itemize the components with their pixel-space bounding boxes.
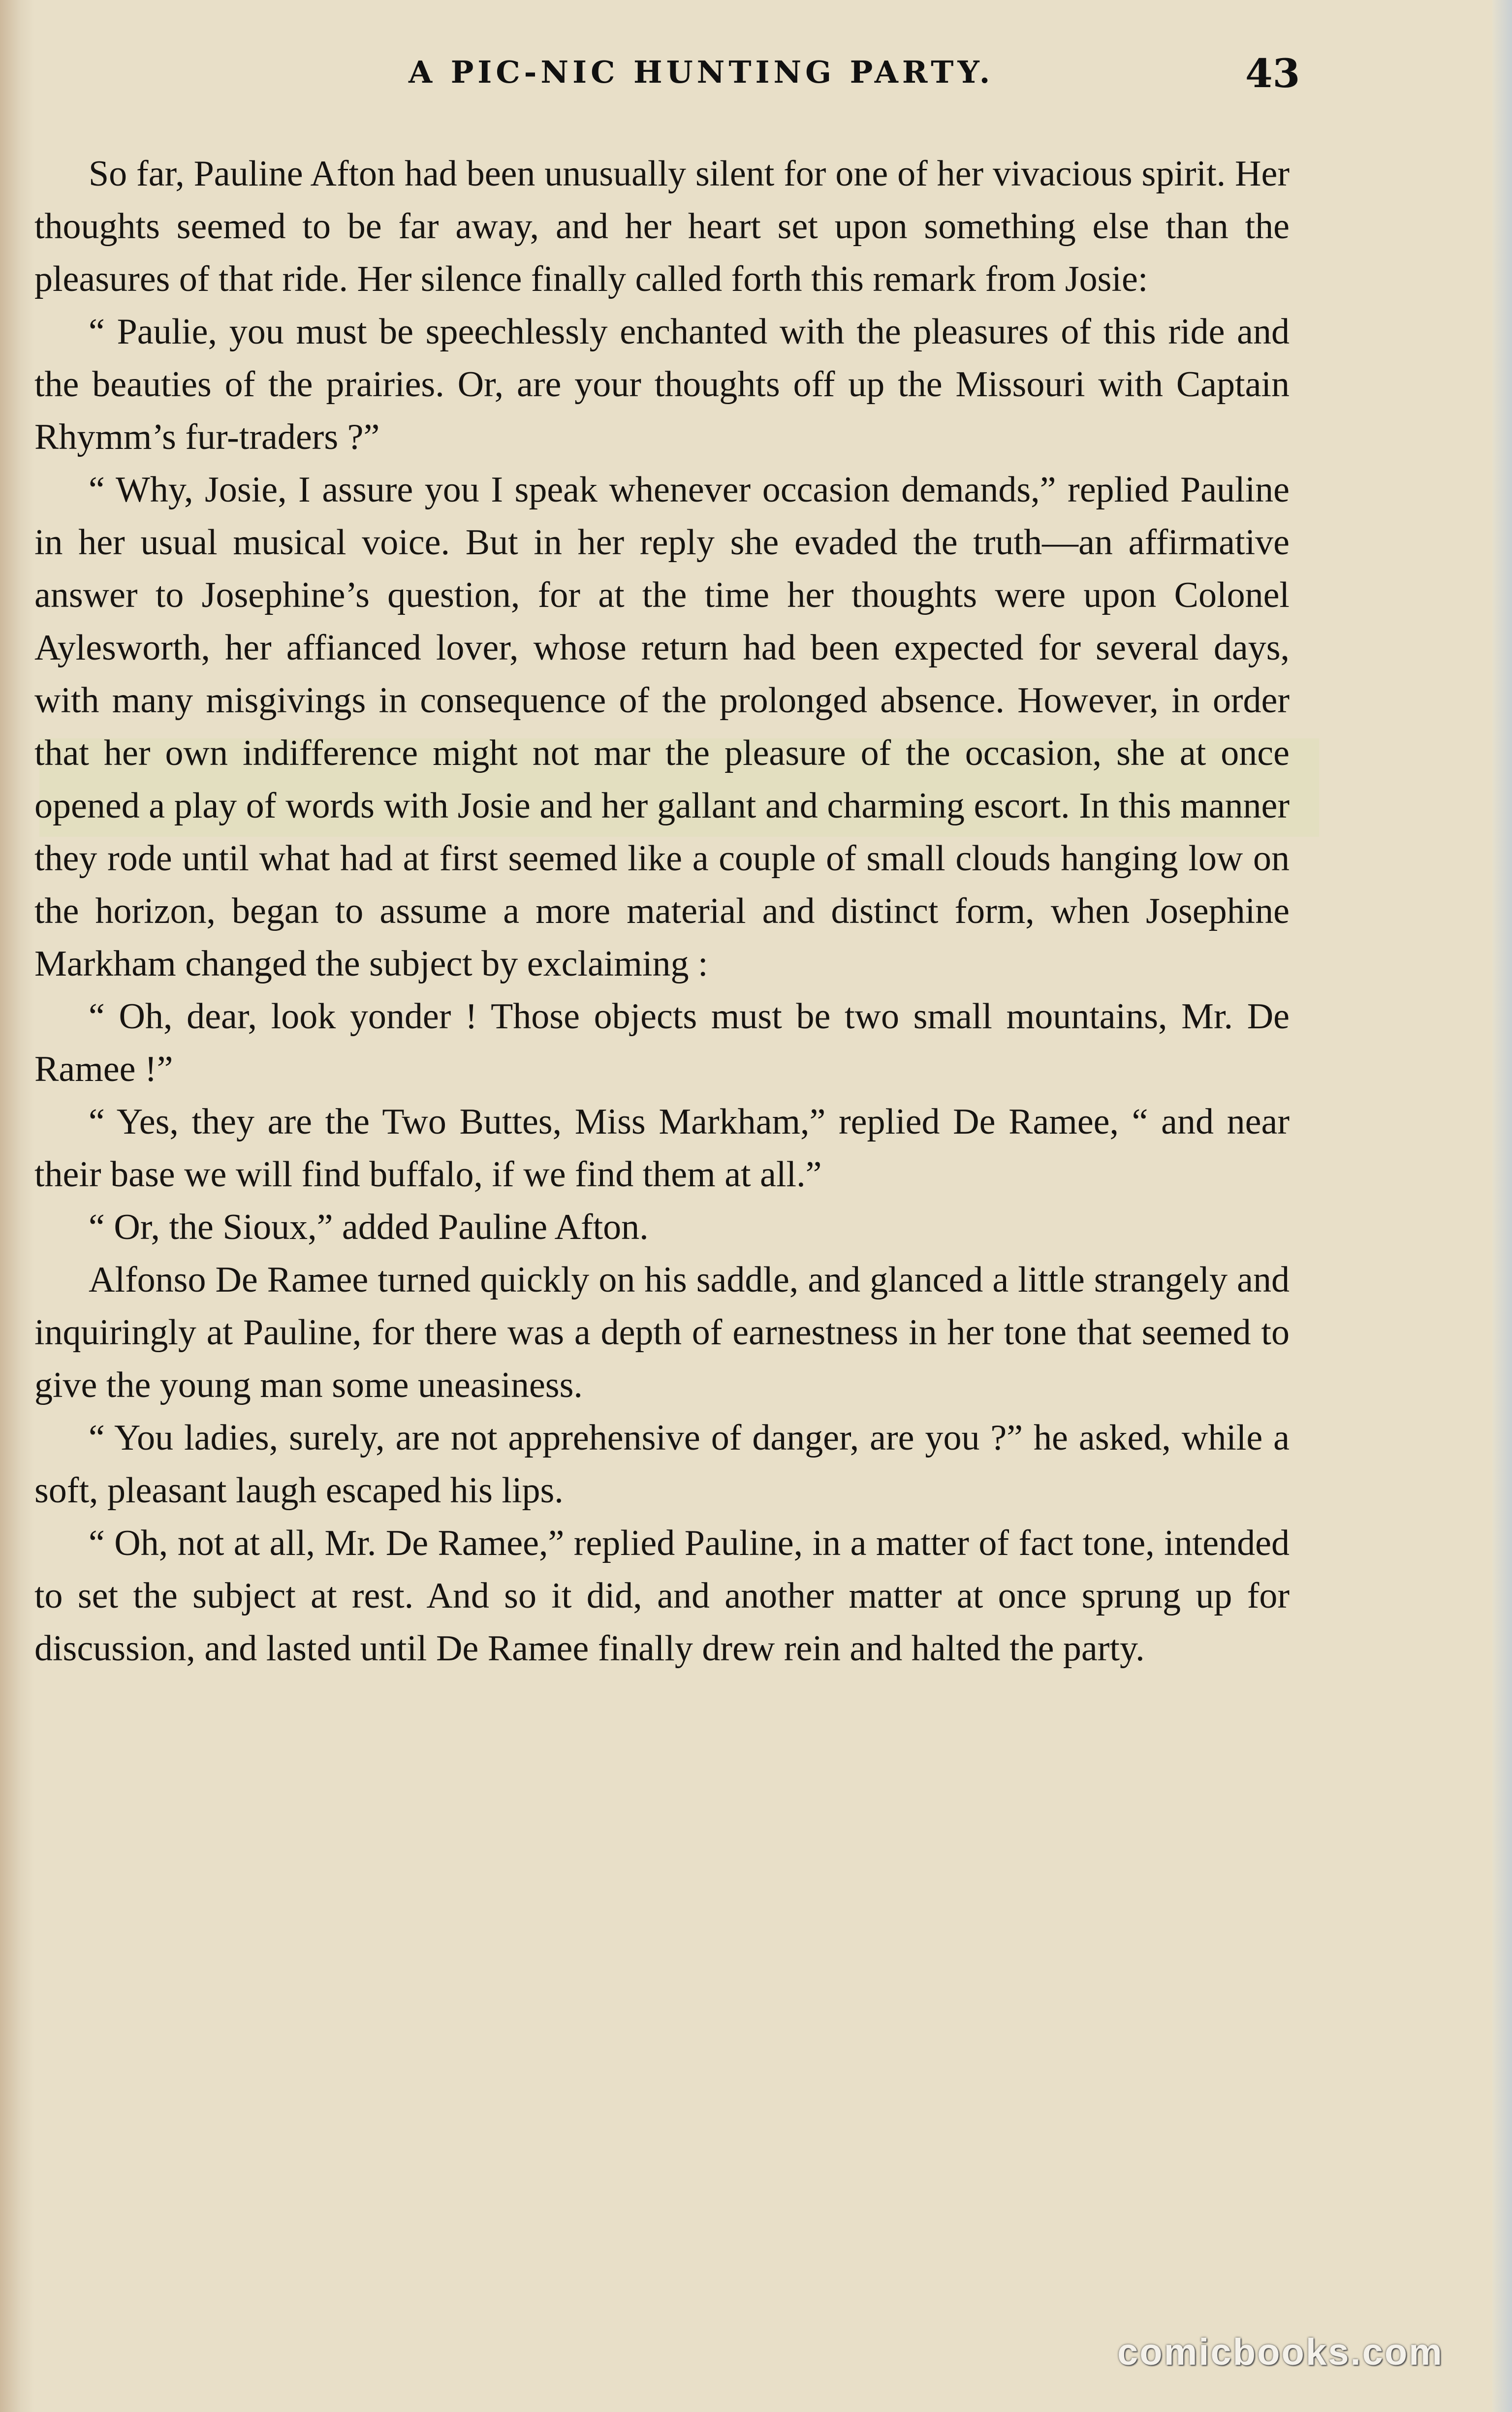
paragraph: “ Oh, dear, look yonder ! Those objects must be two small mountains, Mr. De Ramee !” <box>34 996 1290 1089</box>
page-number: 43 <box>1245 50 1300 96</box>
paragraph: “ Or, the Sioux,” added Pauline Afton. <box>89 1207 649 1247</box>
page-header <box>0 50 1512 98</box>
running-head: A PIC-NIC HUNTING PARTY. <box>409 54 994 90</box>
paragraph: “ Paulie, you must be speechlessly enchanted with the pleasures of this ride and the beauties of the prairies. Or, are your thoughts off up the Missouri with Captain Rhymm’s fur-traders ?” <box>34 312 1290 457</box>
watermark: comicbooks.com <box>1117 2331 1444 2373</box>
paragraph: Alfonso De Ramee turned quickly on his saddle, and glanced a little strangely and inquiringly at Pauline, for there was a depth of earnestness in her tone that seemed to give the young man some uneasiness. <box>34 1260 1290 1405</box>
paragraph: “ Yes, they are the Two Buttes, Miss Markham,” replied De Ramee, “ and near their base we will find buffalo, if we find them at all.” <box>34 1102 1290 1195</box>
page-spine-shadow <box>0 0 34 2412</box>
paragraph: So far, Pauline Afton had been unusually silent for one of her vivacious spirit. Her thoughts seemed to be far away, and her heart set upon something else than the pleasures of that ride. Her silence finally called forth this remark from Josie: <box>34 154 1290 299</box>
paragraph: “ Oh, not at all, Mr. De Ramee,” replied Pauline, in a matter of fact tone, intended to set the subject at rest. And so it did, and another matter at once sprung up for discussion, and lasted until De Ramee finally drew rein and halted the party. <box>34 1523 1290 1669</box>
page-edge <box>1492 0 1512 2412</box>
body-text <box>34 148 1290 1675</box>
paragraph: “ You ladies, surely, are not apprehensive of danger, are you ?” he asked, while a soft, pleasant laugh escaped his lips. <box>34 1418 1290 1511</box>
paragraph: “ Why, Josie, I assure you I speak whenever occasion demands,” replied Pauline in her usual musical voice. But in her reply she evaded the truth—an affirmative answer to Josephine’s question, for at the time her thoughts were upon Colonel Aylesworth, her affianced lover, whose return had been expected for several days, with many misgivings in consequence of the prolonged absence. However, in order that her own indifference might not mar the pleasure of the occasion, she at once opened a play of words with Josie and her gallant and charming escort. In this manner they rode until what had at first seemed like a couple of small clouds hanging low on the horizon, began to assume a more material and distinct form, when Josephine Markham changed the subject by exclaiming : <box>34 470 1290 984</box>
